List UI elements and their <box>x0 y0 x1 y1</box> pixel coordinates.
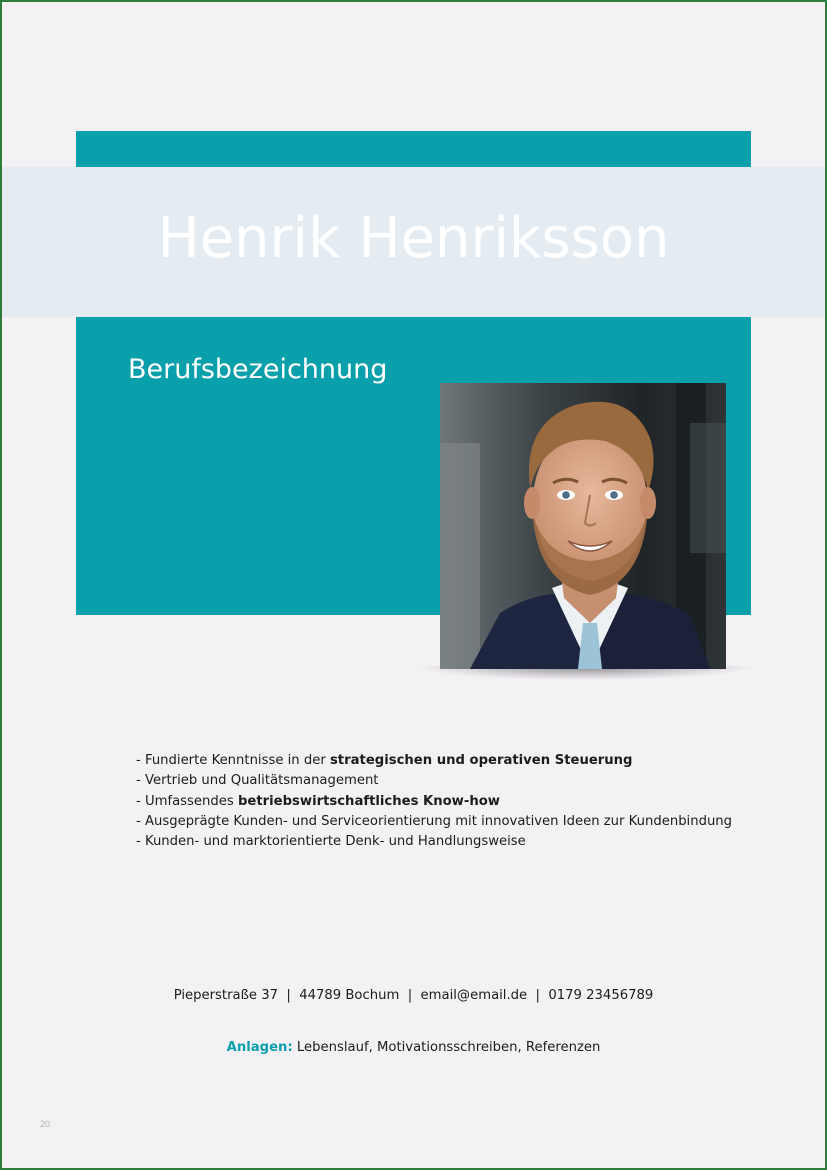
applicant-name: Henrik Henriksson <box>157 206 670 271</box>
contact-line: Pieperstraße 37 | 44789 Bochum | email@email.de | 0179 23456789 <box>173 988 654 1003</box>
contact-email: email@email.de <box>420 988 528 1003</box>
portrait-photo <box>440 383 726 669</box>
attachments-items: Lebenslauf, Motivationsschreiben, Referenzen <box>296 1040 601 1055</box>
qualification-list <box>136 751 732 852</box>
contact-street: Pieperstraße 37 <box>173 988 278 1003</box>
attachments-line <box>2 1040 825 1055</box>
list-item: - Fundierte Kenntnisse in der strategischen und operativen Steuerung <box>136 753 633 768</box>
attachments-label: Anlagen: <box>226 1040 293 1055</box>
list-item: - Kunden- und marktorientierte Denk- und Handlungsweise <box>136 834 526 850</box>
contact-phone: 0179 23456789 <box>548 988 654 1003</box>
contact-city: 44789 Bochum <box>299 988 400 1003</box>
page-number: 20 <box>40 1119 51 1129</box>
list-item: - Vertrieb und Qualitätsmanagement <box>136 773 379 789</box>
list-item: - Ausgeprägte Kunden- und Serviceorientierung mit innovativen Ideen zur Kundenbindung <box>136 813 733 829</box>
job-title: Berufsbezeichnung <box>128 354 388 385</box>
accent-bar-top <box>76 131 751 169</box>
list-item: - Umfassendes betriebswirtschaftliches Know-how <box>136 793 500 809</box>
portrait-illustration-icon <box>440 383 726 669</box>
